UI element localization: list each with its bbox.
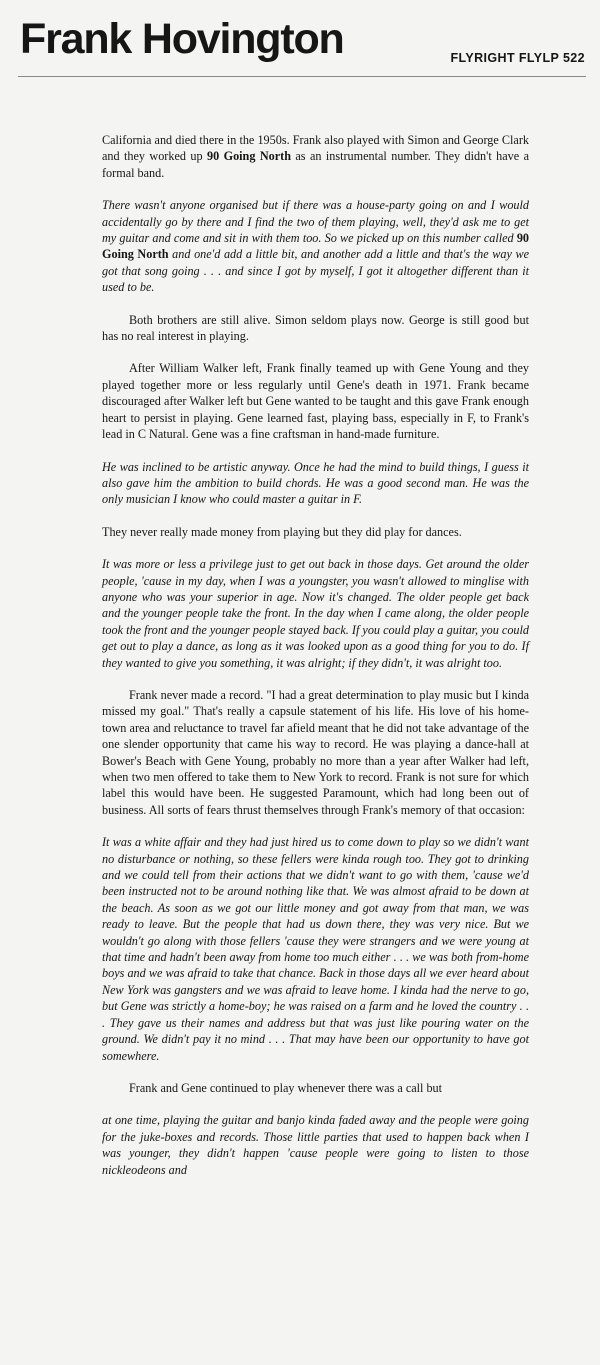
body-paragraph [102, 1080, 529, 1096]
body-paragraph [102, 360, 529, 442]
quote-paragraph [102, 459, 529, 508]
song-title: 90 Going North [206, 149, 291, 164]
quote-paragraph [102, 197, 529, 295]
text-run: There wasn't anyone organised but if there was a house-party going on and I would accidentally go by there and I find the two of them playing, well, they'd ask me to get my guitar and come and sit in with them too. So we picked up on this number called [102, 198, 529, 246]
text-run: He was inclined to be artistic anyway. Once he had the mind to build things, I guess it also gave him the ambition to build chords. He was a good second man. He was the only musician I know who could master a guitar in F. [102, 459, 529, 507]
quote-paragraph [102, 556, 529, 671]
text-run: It was a white affair and they had just hired us to come down to play so we didn't want no disturbance or nothing, so these fellers were kinda rough too. They got to drinking and we could tell from their actions that we didn't want to go with them, 'cause we'd been instructed not to be around nothing like that. We was almost afraid to be down at the beach. As soon as we got our little money and got away from that man, we was ready to leave. But the people that had us down there, they was very nice. But we wouldn't go along with those fellers 'cause they were strangers and we were young at that time and hadn't been away from home too much either . . . we was both from-home boys and we was afraid to take that chance. Back in those days all we ever heard about New York was gangsters and we was afraid to leave home. I kinda had the nerve to go, but Gene was strictly a home-boy; he was raised on a farm and he loved the country . . . They gave us their names and address but that was just like pouring water on the ground. We didn't pay it no mind . . . That may have been our opportunity to have got somewhere. [102, 835, 529, 1063]
text-run: at one time, playing the guitar and banjo kinda faded away and the people were going for the juke-boxes and records. Those little parties that used to happen back when I was younger, they didn't happen 'cause people were going to listen to those nickleodeons and [102, 1113, 529, 1177]
text-run: It was more or less a privilege just to get out back in those days. Get around the older people, 'cause in my day, when I was a youngster, you wasn't allowed to minglise with anyone who was your superior in age. Now it's changed. The older people get back and the younger people take the front. In the day when I came along, the older people took the front and the younger people stayed back. If you could play a guitar, you could get out to play a dance, as long as it was looked upon as a good thing for you to do. If they wanted to give you something, it was alright; if they didn't, it was alright too. [102, 557, 529, 670]
text-run: California and died there in the 1950s. Frank also played with Simon and George Clark and they worked up [102, 133, 529, 164]
text-run: Frank never made a record. "I had a great determination to play music but I kinda missed my goal." That's really a capsule statement of his life. His love of his home-town area and reluctance to travel far afield meant that he did not take advantage of the one slender opportunity that came his way to record. He was playing a dance-hall at Bower's Beach with Gene Young, probably no more than a year after Walker had left, when two men offered to take them to New York to record. Frank is not sure for which label this would have been. He suggested Paramount, which had long been out of business. All sorts of fears thrust themselves through Frank's memory of that occasion: [102, 687, 529, 817]
body-paragraph [102, 524, 529, 540]
catalog-number: FLYRIGHT FLYLP 522 [450, 51, 585, 65]
header-rule [18, 76, 586, 77]
text-run: They never really made money from playing but they did play for dances. [102, 524, 462, 539]
text-run: Both brothers are still alive. Simon seldom plays now. George is still good but has no real interest in playing. [102, 312, 529, 344]
article-body [102, 132, 529, 1194]
body-paragraph [102, 687, 529, 818]
quote-paragraph [102, 834, 529, 1064]
text-run: and one'd add a little bit, and another add a little and that's the way we got that song going . . . and since I got by myself, I got it altogether different than it used to be. [102, 247, 529, 295]
quote-paragraph [102, 1112, 529, 1178]
body-paragraph [102, 132, 529, 181]
song-title: 90 Going North [102, 231, 529, 262]
text-run: After William Walker left, Frank finally teamed up with Gene Young and they played together more or less regularly until Gene's death in 1971. Frank became discouraged after Walker left but Gene wanted to be taught and this gave Frank enough heart to persist in playing. Gene learned fast, playing bass, especially in F, to Frank's lead in C Natural. Gene was a fine craftsman in hand-made furniture. [102, 361, 529, 442]
body-paragraph [102, 312, 529, 345]
page-title: Frank Hovington [20, 15, 344, 63]
text-run: Frank and Gene continued to play whenever there was a call but [129, 1080, 443, 1095]
text-run: as an instrumental number. They didn't have a formal band. [102, 149, 529, 180]
